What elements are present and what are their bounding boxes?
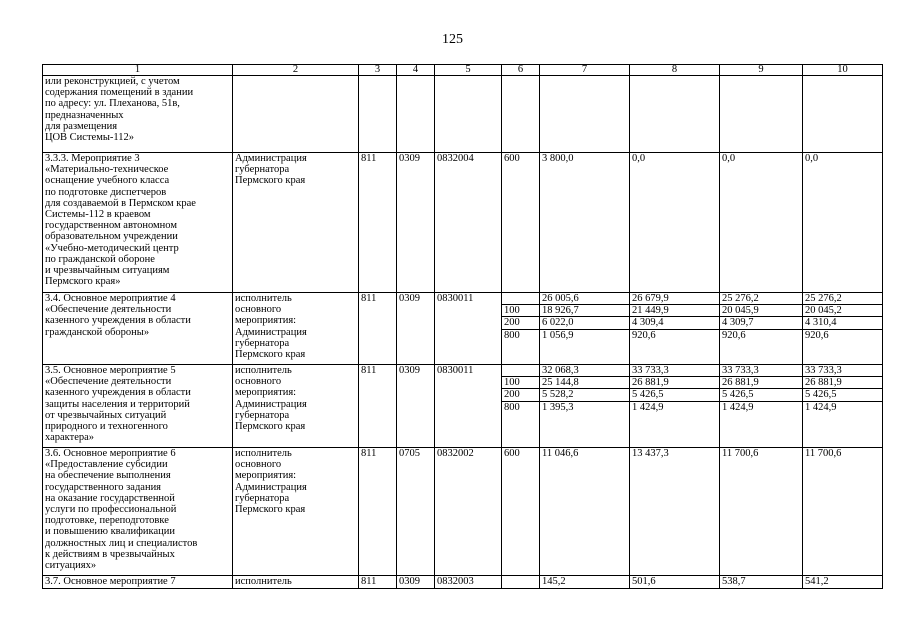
amount-cell xyxy=(720,293,803,365)
code-cell: 600 xyxy=(502,448,540,576)
amount-cell: 538,7 xyxy=(720,576,803,589)
code-cell: 811 xyxy=(359,293,397,365)
table-row xyxy=(43,76,883,153)
amount-value: 920,6 xyxy=(722,329,746,341)
code-cell xyxy=(397,76,435,153)
table-row xyxy=(43,293,883,365)
amount-value: 26 881,9 xyxy=(630,377,719,389)
code-cell: 811 xyxy=(359,153,397,293)
amount-value: 32 068,3 xyxy=(540,365,629,377)
code-cell: 0309 xyxy=(397,365,435,448)
amount-cell: 13 437,3 xyxy=(630,448,720,576)
amount-cell: 11 046,6 xyxy=(540,448,630,576)
amount-value: 21 449,9 xyxy=(630,305,719,317)
amount-value: 26 679,9 xyxy=(630,293,719,305)
column-header: 7 xyxy=(540,65,630,76)
amount-value: 33 733,3 xyxy=(803,365,882,377)
table-row xyxy=(43,365,883,448)
amount-value: 1 424,9 xyxy=(805,401,837,413)
amount-value: 5 426,5 xyxy=(630,389,719,401)
amount-cell xyxy=(803,365,883,448)
amount-value: 4 309,7 xyxy=(720,317,802,329)
amount-cell: 11 700,6 xyxy=(720,448,803,576)
amount-cell: 11 700,6 xyxy=(803,448,883,576)
code-cell: 0705 xyxy=(397,448,435,576)
expense-type-cell xyxy=(502,293,540,365)
amount-value: 1 424,9 xyxy=(722,401,754,413)
table-row xyxy=(43,153,883,293)
code-cell: 0309 xyxy=(397,576,435,589)
amount-cell: 501,6 xyxy=(630,576,720,589)
executor-cell: исполнитель xyxy=(233,576,359,589)
amount-value: 920,6 xyxy=(805,329,829,341)
amount-cell xyxy=(803,293,883,365)
code-cell: 600 xyxy=(502,153,540,293)
amount-cell: 0,0 xyxy=(720,153,803,293)
amount-cell xyxy=(540,76,630,153)
executor-cell xyxy=(233,76,359,153)
column-header: 4 xyxy=(397,65,435,76)
code-cell: 811 xyxy=(359,448,397,576)
amount-cell xyxy=(540,365,630,448)
code-cell xyxy=(502,576,540,589)
budget-table xyxy=(42,64,883,589)
executor-cell: исполнитель основного мероприятия: Администрация губернатора Пермского края xyxy=(233,293,359,365)
code-cell xyxy=(435,76,502,153)
amount-value: 1 424,9 xyxy=(632,401,664,413)
amount-cell xyxy=(630,76,720,153)
amount-cell: 541,2 xyxy=(803,576,883,589)
activity-name-cell: или реконструкцией, с учетом содержания помещений в здании по адресу: ул. Плеханова, 51в, предназначенных для размещения ЦОВ Системы-112» xyxy=(43,76,233,153)
code-cell: 0832002 xyxy=(435,448,502,576)
amount-value: 4 309,4 xyxy=(630,317,719,329)
amount-cell: 145,2 xyxy=(540,576,630,589)
amount-cell xyxy=(720,76,803,153)
amount-value: 26 005,6 xyxy=(540,293,629,305)
column-header: 2 xyxy=(233,65,359,76)
expense-type: 200 xyxy=(502,389,539,401)
column-header: 1 xyxy=(43,65,233,76)
code-cell xyxy=(359,76,397,153)
expense-type: 800 xyxy=(504,329,520,341)
amount-cell: 0,0 xyxy=(630,153,720,293)
amount-value: 4 310,4 xyxy=(803,317,882,329)
column-number-row xyxy=(43,65,883,76)
amount-value: 5 528,2 xyxy=(540,389,629,401)
activity-name-cell: 3.5. Основное мероприятие 5 «Обеспечение деятельности казенного учреждения в области защиты населения и территорий от чрезвычайных ситуаций природного и техногенного характера» xyxy=(43,365,233,448)
amount-value: 920,6 xyxy=(632,329,656,341)
amount-value: 20 045,9 xyxy=(720,305,802,317)
column-header: 8 xyxy=(630,65,720,76)
amount-value: 5 426,5 xyxy=(720,389,802,401)
code-cell: 0830011 xyxy=(435,365,502,448)
expense-type: 100 xyxy=(502,305,539,317)
column-header: 3 xyxy=(359,65,397,76)
amount-cell xyxy=(630,365,720,448)
table-row xyxy=(43,576,883,589)
amount-value: 1 056,9 xyxy=(542,329,574,341)
activity-name-cell: 3.6. Основное мероприятие 6 «Предоставление субсидии на обеспечение выполнения государственного задания на оказание государственной услуги по профессиональной подготовке, переподготовке и повышению квалификации должностных лиц и специалистов к действиям в чрезвычайных ситуациях» xyxy=(43,448,233,576)
column-header: 5 xyxy=(435,65,502,76)
expense-type: 200 xyxy=(502,317,539,329)
expense-type xyxy=(502,365,539,377)
activity-name-cell: 3.3.3. Мероприятие 3 «Материально-техническое оснащение учебного класса по подготовке диспетчеров для создаваемой в Пермском крае Системы-112 в краевом государственном автономном образовательном учреждении «Учебно-методический центр по гражданской обороне и чрезвычайным ситуациям Пермского края» xyxy=(43,153,233,293)
activity-name-cell: 3.7. Основное мероприятие 7 xyxy=(43,576,233,589)
amount-value: 25 144,8 xyxy=(540,377,629,389)
code-cell xyxy=(502,76,540,153)
amount-value: 25 276,2 xyxy=(720,293,802,305)
expense-type-cell xyxy=(502,365,540,448)
amount-cell: 3 800,0 xyxy=(540,153,630,293)
amount-cell xyxy=(720,365,803,448)
amount-value: 26 881,9 xyxy=(720,377,802,389)
executor-cell: исполнитель основного мероприятия: Администрация губернатора Пермского края xyxy=(233,448,359,576)
code-cell: 0832003 xyxy=(435,576,502,589)
amount-cell: 0,0 xyxy=(803,153,883,293)
amount-value: 25 276,2 xyxy=(803,293,882,305)
code-cell: 0832004 xyxy=(435,153,502,293)
amount-value: 33 733,3 xyxy=(630,365,719,377)
amount-value: 26 881,9 xyxy=(803,377,882,389)
column-header: 9 xyxy=(720,65,803,76)
amount-value: 5 426,5 xyxy=(803,389,882,401)
amount-value: 20 045,2 xyxy=(803,305,882,317)
code-cell: 0309 xyxy=(397,153,435,293)
executor-cell: Администрация губернатора Пермского края xyxy=(233,153,359,293)
page-number: 125 xyxy=(442,32,463,47)
code-cell: 811 xyxy=(359,576,397,589)
table-row xyxy=(43,448,883,576)
code-cell: 811 xyxy=(359,365,397,448)
code-cell: 0309 xyxy=(397,293,435,365)
amount-cell xyxy=(803,76,883,153)
expense-type xyxy=(502,293,539,305)
executor-cell: исполнитель основного мероприятия: Администрация губернатора Пермского края xyxy=(233,365,359,448)
expense-type: 800 xyxy=(504,401,520,413)
amount-value: 1 395,3 xyxy=(542,401,574,413)
amount-value: 18 926,7 xyxy=(540,305,629,317)
amount-value: 33 733,3 xyxy=(720,365,802,377)
expense-type: 100 xyxy=(502,377,539,389)
amount-cell xyxy=(630,293,720,365)
column-header: 6 xyxy=(502,65,540,76)
code-cell: 0830011 xyxy=(435,293,502,365)
amount-cell xyxy=(540,293,630,365)
activity-name-cell: 3.4. Основное мероприятие 4 «Обеспечение деятельности казенного учреждения в области гражданской обороны» xyxy=(43,293,233,365)
column-header: 10 xyxy=(803,65,883,76)
amount-value: 6 022,0 xyxy=(540,317,629,329)
